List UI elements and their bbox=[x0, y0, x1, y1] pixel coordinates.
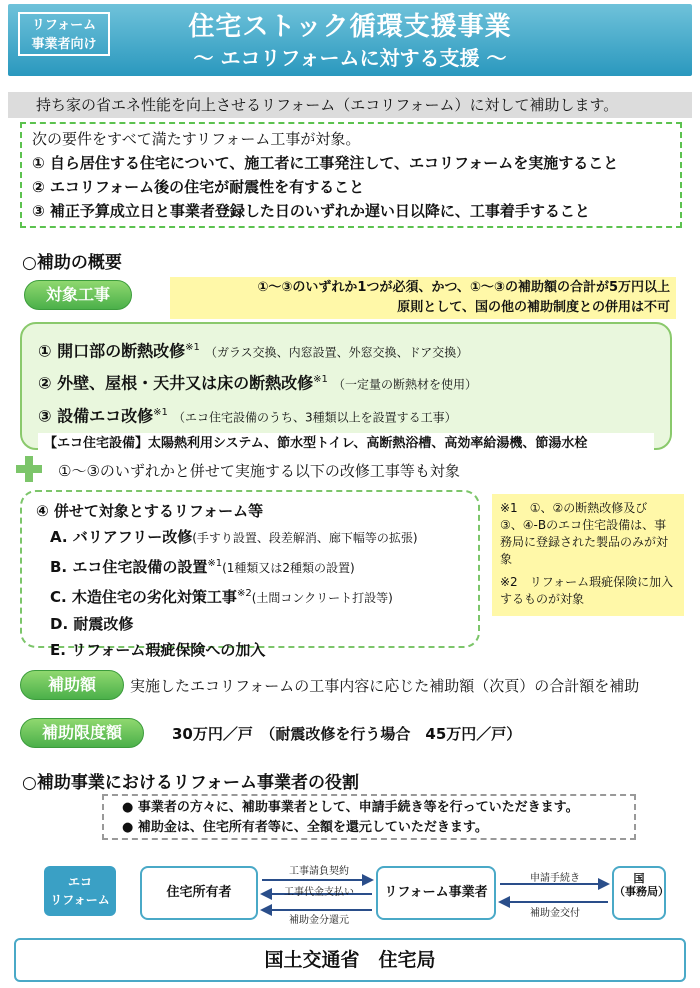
additional-item bbox=[36, 611, 464, 637]
work-item-1 bbox=[38, 334, 654, 366]
footnotes bbox=[492, 494, 684, 616]
role-bullet-text: 事業者の方々に、補助事業者として、申請手続き等を行っていただきます。 bbox=[137, 800, 579, 815]
owner-box: 住宅所有者 bbox=[140, 866, 258, 920]
work-mark: ※1 bbox=[153, 406, 168, 418]
arrow-label-payment: 工事代金支払い bbox=[284, 887, 354, 898]
additional-label: D. 耐震改修 bbox=[50, 615, 134, 633]
roles-heading: ○補助事業におけるリフォーム事業者の役割 bbox=[22, 773, 359, 793]
work-detail: （エコ住宅設備のうち、3種類以上を設置する工事） bbox=[172, 409, 457, 424]
additional-item bbox=[36, 637, 464, 663]
additional-label: C. 木造住宅の劣化対策工事 bbox=[50, 588, 237, 606]
requirements-box bbox=[20, 122, 682, 228]
limit-label: 補助限度額 bbox=[20, 718, 144, 748]
additional-mark: ※2 bbox=[236, 588, 252, 599]
footnote-2: ※2 リフォーム瑕疵保険に加入するものが対象 bbox=[500, 575, 674, 606]
additional-item bbox=[36, 524, 464, 551]
limit-text: 30万円／戸 （耐震改修を行う場合 45万円／戸） bbox=[172, 725, 522, 743]
plus-text: ①～③のいずれかと併せて実施する以下の改修工事等も対象 bbox=[58, 462, 460, 480]
eco-reform-badge bbox=[44, 866, 116, 916]
work-label: ① 開口部の断熱改修 bbox=[38, 341, 186, 361]
work-detail: （ガラス交換、内窓設置、外窓交換、ドア交換） bbox=[204, 345, 469, 360]
eco-equipment-list: 【エコ住宅設備】太陽熱利用システム、節水型トイレ、高断熱浴槽、高効率給湯機、節湯水栓 bbox=[38, 433, 654, 455]
work-item-3 bbox=[38, 399, 654, 431]
requirement-item: ③ 補正予算成立日と事業者登録した日のいずれか遅い日以降に、工事着手すること bbox=[32, 202, 590, 220]
role-bullet-text: 補助金は、住宅所有者等に、全額を還元していただきます。 bbox=[137, 820, 488, 835]
requirement-item: ① 自ら居住する住宅について、施工者に工事発注して、エコリフォームを実施すること bbox=[32, 154, 619, 172]
work-mark: ※1 bbox=[185, 342, 200, 353]
target-label: 対象工事 bbox=[24, 280, 132, 310]
additional-title: ④ 併せて対象とするリフォーム等 bbox=[36, 502, 264, 520]
requirement-item: ② エコリフォーム後の住宅が耐震性を有すること bbox=[32, 178, 365, 196]
target-note bbox=[170, 277, 676, 319]
tag-line1: リフォーム bbox=[31, 18, 97, 33]
eco-label1: エコ bbox=[67, 875, 92, 889]
overview-heading: ○補助の概要 bbox=[22, 253, 122, 273]
additional-label: A. バリアフリー改修 bbox=[50, 528, 193, 546]
arrow-label-application: 申請手続き bbox=[530, 873, 580, 884]
work-detail: （一定量の断熱材を使用） bbox=[332, 377, 477, 392]
target-works-box bbox=[20, 322, 672, 450]
work-mark: ※1 bbox=[313, 374, 328, 386]
additional-mark: ※1 bbox=[207, 558, 223, 569]
page-subtitle: ～ エコリフォームに対する支援 ～ bbox=[193, 46, 507, 70]
roles-box bbox=[102, 794, 636, 840]
work-label: ③ 設備エコ改修 bbox=[38, 405, 154, 425]
work-label: ② 外壁、屋根・天井又は床の断熱改修 bbox=[38, 373, 314, 393]
page-title: 住宅ストック循環支援事業 bbox=[188, 12, 512, 42]
additional-detail: (土間コンクリート打設等) bbox=[251, 591, 393, 605]
additional-item bbox=[36, 551, 464, 581]
intro-text: 持ち家の省エネ性能を向上させるリフォーム（エコリフォーム）に対して補助します。 bbox=[8, 92, 692, 118]
role-bullet: ● 補助金は、住宅所有者等に、全額を還元していただきます。 bbox=[122, 820, 488, 835]
additional-works-box bbox=[20, 490, 480, 659]
work-item-2 bbox=[38, 366, 654, 398]
additional-item bbox=[36, 581, 464, 611]
secretariat-label: （事務局） bbox=[614, 885, 669, 898]
requirements-lead: 次の要件をすべて満たすリフォーム工事が対象。 bbox=[32, 130, 361, 148]
additional-detail: (手すり設置、段差解消、廊下幅等の拡張) bbox=[192, 531, 418, 545]
arrow-label-grant: 補助金交付 bbox=[530, 908, 580, 919]
audience-tag bbox=[18, 12, 110, 56]
arrow-label-return: 補助金分還元 bbox=[289, 915, 349, 926]
government-label: 国 bbox=[633, 872, 645, 885]
tag-line2: 事業者向け bbox=[31, 37, 97, 52]
additional-detail: (1種類又は2種類の設置) bbox=[222, 561, 355, 575]
additional-label: B. エコ住宅設備の設置 bbox=[50, 558, 208, 576]
plus-icon bbox=[16, 456, 42, 482]
amount-label: 補助額 bbox=[20, 670, 124, 700]
role-bullet: ● 事業者の方々に、補助事業者として、申請手続き等を行っていただきます。 bbox=[122, 800, 579, 815]
arrow-label-contract: 工事請負契約 bbox=[289, 866, 349, 877]
contractor-box: リフォーム事業者 bbox=[376, 866, 496, 920]
footnote-1: ※1 ①、②の断熱改修及び ③、④-Bのエコ住宅設備は、事務局に登録された製品のみが対象 bbox=[500, 501, 669, 566]
additional-label: E. リフォーム瑕疵保険への加入 bbox=[50, 641, 266, 659]
amount-text: 実施したエコリフォームの工事内容に応じた補助額（次頁）の合計額を補助 bbox=[130, 677, 640, 695]
target-note-line1: ①～③のいずれか1つが必須、かつ、①～③の補助額の合計が5万円以上 bbox=[257, 280, 670, 295]
government-box bbox=[612, 866, 669, 920]
footer-ministry: 国土交通省 住宅局 bbox=[14, 938, 686, 982]
target-note-line2: 原則として、国の他の補助制度との併用は不可 bbox=[397, 300, 670, 315]
eco-label2: リフォーム bbox=[50, 893, 110, 907]
